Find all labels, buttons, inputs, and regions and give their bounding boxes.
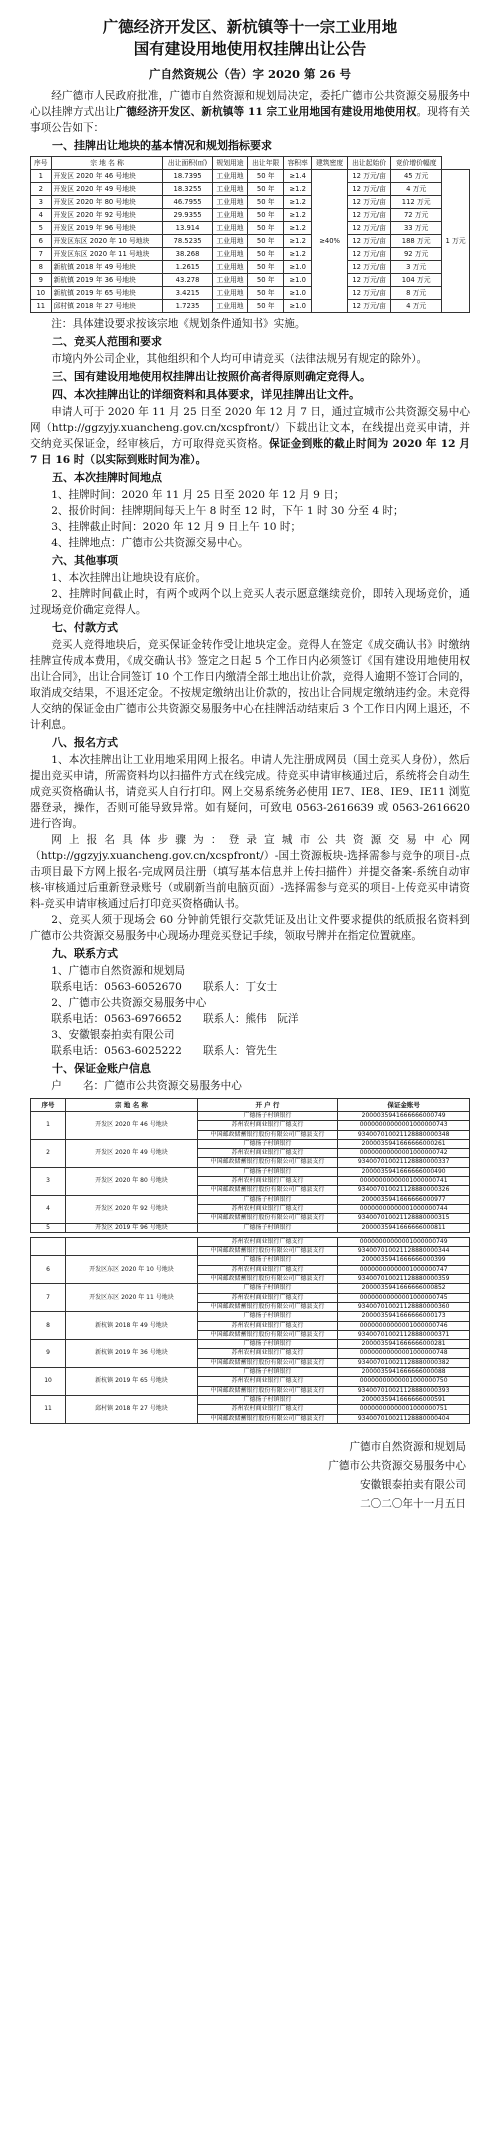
- document-number: 广自然资规公（告）字 2020 第 26 号: [148, 67, 352, 81]
- table-cell: 4 万元: [391, 183, 442, 196]
- table-cell: 苏州农村商业银行广德支行: [197, 1377, 337, 1386]
- table-cell: 2000035941666666000749: [338, 1112, 470, 1121]
- table-row: [31, 1395, 470, 1404]
- table-cell: 934007010021128880000371: [338, 1330, 470, 1339]
- table-cell: 工业用地: [212, 287, 248, 300]
- table-cell: 4: [31, 209, 52, 222]
- table-note: 注：具体建设要求按该宗地《规划条件通知书》实施。: [51, 318, 306, 330]
- table-cell: ≥1.2: [284, 222, 312, 235]
- table-cell: 工业用地: [212, 222, 248, 235]
- section-1-heading: 一、挂牌出让地块的基本情况和规划指标要求: [52, 139, 272, 152]
- deposit-account-table-continued: [30, 1237, 470, 1424]
- table-cell: 50 年: [248, 170, 284, 183]
- table-cell: 广德扬子村镇银行: [197, 1368, 337, 1377]
- col-header: 宗 地 名 称: [51, 157, 163, 170]
- section-5-heading: 五、本次挂牌时间地点: [52, 471, 162, 484]
- table-cell: 104 万元: [391, 274, 442, 287]
- table-cell: 开发区 2020 年 46 号地块: [51, 170, 163, 183]
- table-cell: 00000000000001000000750: [338, 1377, 470, 1386]
- table-cell: 00000000000001000000749: [338, 1237, 470, 1246]
- table-row: [31, 274, 470, 287]
- section-10-heading: 十、保证金账户信息: [52, 1062, 151, 1075]
- table-cell: 2000035941666666000852: [338, 1284, 470, 1293]
- col-header: 序号: [31, 1099, 66, 1112]
- table-cell: 11: [31, 300, 52, 313]
- table-cell: 中国邮政储蓄银行股份有限公司广德县支行: [197, 1158, 337, 1167]
- col-header: 宗 地 名 称: [66, 1099, 198, 1112]
- table-cell: 50 年: [248, 183, 284, 196]
- table-header-row: [31, 157, 470, 170]
- table-cell: 工业用地: [212, 300, 248, 313]
- table-cell: 00000000000001000000746: [338, 1321, 470, 1330]
- table-cell: 2000035941666666000811: [338, 1223, 470, 1232]
- col-header: 竞价增价幅度: [391, 157, 442, 170]
- table-cell: 9: [31, 1340, 66, 1368]
- section-9-heading: 九、联系方式: [52, 947, 118, 960]
- table-cell: 邱村镇 2018 年 27 号地块: [66, 1395, 198, 1423]
- table-cell: 广德扬子村镇银行: [197, 1112, 337, 1121]
- table-cell: 工业用地: [212, 274, 248, 287]
- table-row: [31, 261, 470, 274]
- table-cell: 2000035941666666000281: [338, 1340, 470, 1349]
- table-cell: 00000000000001000000748: [338, 1349, 470, 1358]
- col-header: 出让面积(㎡): [163, 157, 212, 170]
- table-cell: 开发区东区 2020 年 10 号地块: [66, 1256, 198, 1284]
- col-header: 建筑密度: [312, 157, 348, 170]
- table-cell: 2000035941666666000977: [338, 1195, 470, 1204]
- table-cell: 新杭镇 2018 年 49 号地块: [51, 261, 163, 274]
- table-cell: 934007010021128880000393: [338, 1386, 470, 1395]
- table-cell: ≥1.2: [284, 183, 312, 196]
- table-cell: 中国邮政储蓄银行股份有限公司广德县支行: [197, 1214, 337, 1223]
- table-cell: 新杭镇 2018 年 49 号地块: [66, 1312, 198, 1340]
- table-cell: 50 年: [248, 261, 284, 274]
- section-7-heading: 七、付款方式: [52, 621, 118, 634]
- table-cell: 934007010021128880000337: [338, 1158, 470, 1167]
- contact-org: 1、广德市自然资源和规划局: [51, 965, 186, 977]
- contact-org: 2、广德市公共资源交易服务中心: [51, 997, 207, 1009]
- parcel-info-table: [30, 156, 470, 313]
- table-cell: 72 万元: [391, 209, 442, 222]
- table-cell: 3: [31, 196, 52, 209]
- table-row: [31, 1340, 470, 1349]
- schedule-item: 1、挂牌时间：2020 年 11 月 25 日至 2020 年 12 月 9 日；: [51, 489, 345, 501]
- table-row: [31, 235, 470, 248]
- table-cell: 2000035941666666000399: [338, 1256, 470, 1265]
- table-row: [31, 1368, 470, 1377]
- table-cell: 苏州农村商业银行广德支行: [197, 1265, 337, 1274]
- table-cell: 开发区东区 2020 年 11 号地块: [51, 248, 163, 261]
- table-cell: 2000035941666666000173: [338, 1312, 470, 1321]
- table-cell: 50 年: [248, 300, 284, 313]
- contact-tel: 联系电话：0563-6052670 联系人：丁女士: [51, 981, 278, 993]
- table-cell: 50 年: [248, 209, 284, 222]
- table-cell: ≥1.0: [284, 274, 312, 287]
- table-cell: 苏州农村商业银行广德支行: [197, 1321, 337, 1330]
- table-row: [31, 1195, 470, 1204]
- table-cell: 12 万元/亩: [347, 235, 390, 248]
- table-cell: 开发区东区 2020 年 11 号地块: [66, 1284, 198, 1312]
- table-cell: 934007010021128880000326: [338, 1186, 470, 1195]
- table-cell: 中国邮政储蓄银行股份有限公司广德县支行: [197, 1186, 337, 1195]
- table-cell: 工业用地: [212, 196, 248, 209]
- schedule-item: 3、挂牌截止时间：2020 年 12 月 9 日上午 10 时；: [51, 521, 302, 533]
- table-cell: ≥40%: [312, 170, 348, 313]
- col-header: 规划用途: [212, 157, 248, 170]
- table-cell: 934007010021128880000344: [338, 1247, 470, 1256]
- table-row: [31, 183, 470, 196]
- table-cell: 1.7235: [163, 300, 212, 313]
- table-cell: 00000000000001000000747: [338, 1265, 470, 1274]
- table-cell: ≥1.2: [284, 248, 312, 261]
- table-cell: 中国邮政储蓄银行股份有限公司广德县支行: [197, 1247, 337, 1256]
- other-item: 1、本次挂牌出让地块设有底价。: [51, 572, 207, 584]
- table-row: [31, 1112, 470, 1121]
- section-3-heading: 三、国有建设用地使用权挂牌出让按照价高者得原则确定竞得人。: [52, 370, 371, 383]
- table-cell: 2: [31, 1139, 66, 1167]
- table-row: [31, 1139, 470, 1148]
- section-6-heading: 六、其他事项: [52, 554, 118, 567]
- table-cell: ≥1.4: [284, 170, 312, 183]
- table-cell: 12 万元/亩: [347, 183, 390, 196]
- table-cell: [31, 1237, 66, 1256]
- table-cell: 00000000000001000000745: [338, 1293, 470, 1302]
- table-cell: 43.278: [163, 274, 212, 287]
- table-cell: 934007010021128880000404: [338, 1414, 470, 1423]
- table-cell: 工业用地: [212, 261, 248, 274]
- table-cell: 开发区 2020 年 92 号地块: [66, 1195, 198, 1223]
- table-cell: 11: [31, 1395, 66, 1423]
- table-cell: ≥1.0: [284, 287, 312, 300]
- table-row: [31, 209, 470, 222]
- table-cell: 开发区 2019 年 96 号地块: [66, 1223, 198, 1232]
- table-cell: 12 万元/亩: [347, 274, 390, 287]
- table-cell: ≥1.2: [284, 196, 312, 209]
- section-8-heading: 八、报名方式: [52, 736, 118, 749]
- table-cell: 50 年: [248, 222, 284, 235]
- table-cell: ≥1.0: [284, 261, 312, 274]
- table-cell: 开发区 2020 年 80 号地块: [51, 196, 163, 209]
- schedule-item: 4、挂牌地点：广德市公共资源交易中心。: [51, 537, 249, 549]
- table-cell: 广德扬子村镇银行: [197, 1195, 337, 1204]
- signature-date: 二〇二〇年十一月五日: [360, 1497, 466, 1510]
- section-4-text: 申请人可于 2020 年 11 月 25 日至 2020 年 12 月 7 日，通过宣城市公共资源交易中心网（http://ggzyjy.xuancheng.gov.cn/xcspfront/）下载出让文本，在线提出竞买申请，并交纳竞买保证金，经审核后，方可取得竞买资格。保证金到账的截止时间为 2020 年 12 月 7 日 16 时（以实际到账时间为准）。: [30, 406, 471, 466]
- table-cell: 工业用地: [212, 183, 248, 196]
- schedule-item: 2、报价时间：挂牌期间每天上午 8 时至 12 时，下午 1 时 30 分至 4 时；: [51, 505, 404, 517]
- table-cell: 广德扬子村镇银行: [197, 1395, 337, 1404]
- table-cell: 工业用地: [212, 248, 248, 261]
- table-cell: 新杭镇 2019 年 36 号地块: [66, 1340, 198, 1368]
- table-cell: 934007010021128880000359: [338, 1275, 470, 1284]
- table-cell: 3 万元: [391, 261, 442, 274]
- registration-text: 1、本次挂牌出让工业用地采用网上报名。申请人先注册成网员（国土竞买人身份），然后提出竞买申请，所需资料均以扫描件方式在线完成。待竞买申请审核通过后，系统将会自动生成竞买资格确认书，请竞买人自行打印。网上交易系统务必使用 IE7、IE8、IE9、IE11 浏览器登录，操作，否则可能导致异常。如有疑问，可致电 0563-2616639 或 0563-2616620 进行咨询。: [30, 754, 470, 830]
- table-cell: 934007010021128880000348: [338, 1130, 470, 1139]
- contact-tel: 联系电话：0563-6025222 联系人：管先生: [51, 1045, 278, 1057]
- table-cell: 00000000000001000000751: [338, 1405, 470, 1414]
- table-cell: 10: [31, 1368, 66, 1396]
- table-cell: 工业用地: [212, 235, 248, 248]
- table-cell: 8 万元: [391, 287, 442, 300]
- table-cell: 开发区 2020 年 49 号地块: [66, 1139, 198, 1167]
- table-cell: 00000000000001000000741: [338, 1177, 470, 1186]
- table-cell: 10: [31, 287, 52, 300]
- table-cell: 50 年: [248, 196, 284, 209]
- table-cell: 78.5235: [163, 235, 212, 248]
- col-header: 开 户 行: [197, 1099, 337, 1112]
- table-cell: 12 万元/亩: [347, 261, 390, 274]
- table-cell: 广德扬子村镇银行: [197, 1284, 337, 1293]
- table-row: [31, 1223, 470, 1232]
- table-cell: 12 万元/亩: [347, 248, 390, 261]
- table-cell: 00000000000001000000742: [338, 1149, 470, 1158]
- table-cell: 5: [31, 1223, 66, 1232]
- table-cell: 50 年: [248, 274, 284, 287]
- table-cell: 934007010021128880000315: [338, 1214, 470, 1223]
- table-cell: 开发区 2019 年 96 号地块: [51, 222, 163, 235]
- table-cell: 6: [31, 1256, 66, 1284]
- table-row: [31, 287, 470, 300]
- table-cell: 13.914: [163, 222, 212, 235]
- signatory: 广德市自然资源和规划局: [349, 1440, 466, 1453]
- table-cell: 广德扬子村镇银行: [197, 1256, 337, 1265]
- table-cell: 112 万元: [391, 196, 442, 209]
- table-cell: 50 年: [248, 287, 284, 300]
- table-cell: 1 万元: [442, 170, 470, 313]
- section-2-heading: 二、竞买人范围和要求: [52, 335, 162, 348]
- table-cell: 苏州农村商业银行广德支行: [197, 1177, 337, 1186]
- table-cell: 8: [31, 1312, 66, 1340]
- table-row: [31, 222, 470, 235]
- table-cell: 29.9355: [163, 209, 212, 222]
- table-cell: 18.7395: [163, 170, 212, 183]
- section-2-text: 市境内外公司企业，其他组织和个人均可申请竞买（法律法规另有规定的除外）。: [51, 353, 428, 365]
- col-header: 保证金账号: [338, 1099, 470, 1112]
- table-cell: 开发区 2020 年 92 号地块: [51, 209, 163, 222]
- table-cell: 7: [31, 248, 52, 261]
- intro-paragraph: 经广德市人民政府批准，广德市自然资源和规划局决定，委托广德市公共资源交易服务中心以挂牌方式出让广德经济开发区、新杭镇等 11 宗工业用地国有建设用地使用权。现将有关事项公告如下：: [30, 90, 471, 134]
- table-cell: 188 万元: [391, 235, 442, 248]
- table-cell: 新杭镇 2019 年 65 号地块: [51, 287, 163, 300]
- table-cell: 2000035941666666000088: [338, 1368, 470, 1377]
- table-cell: 邱村镇 2018 年 27 号地块: [51, 300, 163, 313]
- table-row: [31, 1167, 470, 1176]
- payment-text: 竞买人竞得地块后，竞买保证金转作受让地块定金。竞得人在签定《成交确认书》时缴纳挂牌宣传成本费用，《成交确认书》签定之日起 5 个工作日内必须签订《国有建设用地使用权出让合同》，出让合同签订 10 个工作日内缴清全部土地出让价款，竞得人逾期不签订合同的，取消成交结果，不退还定金。不按规定缴纳出让价款的，按出让合同规定缴纳违约金。未竞得人交纳的保证金由广德市公共资源交易服务中心在挂牌活动结束后 3 个工作日内网上退还，不计利息。: [30, 639, 470, 731]
- table-cell: 工业用地: [212, 170, 248, 183]
- col-header: 序号: [31, 157, 52, 170]
- table-cell: 45 万元: [391, 170, 442, 183]
- table-cell: 4: [31, 1195, 66, 1223]
- table-cell: 2: [31, 183, 52, 196]
- table-cell: 5: [31, 222, 52, 235]
- table-cell: 50 年: [248, 248, 284, 261]
- table-cell: 00000000000001000000743: [338, 1121, 470, 1130]
- table-cell: 8: [31, 261, 52, 274]
- table-cell: 中国邮政储蓄银行股份有限公司广德县支行: [197, 1414, 337, 1423]
- table-cell: 46.7955: [163, 196, 212, 209]
- table-cell: 苏州农村商业银行广德支行: [197, 1121, 337, 1130]
- table-cell: 苏州农村商业银行广德支行: [197, 1405, 337, 1414]
- table-cell: 新杭镇 2019 年 65 号地块: [66, 1368, 198, 1396]
- table-cell: ≥1.2: [284, 209, 312, 222]
- table-row: [31, 1284, 470, 1293]
- table-cell: [66, 1237, 198, 1256]
- table-cell: ≥1.2: [284, 235, 312, 248]
- table-row: [31, 196, 470, 209]
- col-header: 容积率: [284, 157, 312, 170]
- table-cell: 广德扬子村镇银行: [197, 1139, 337, 1148]
- table-cell: 苏州农村商业银行广德支行: [197, 1237, 337, 1246]
- table-cell: 苏州农村商业银行广德支行: [197, 1349, 337, 1358]
- table-cell: 1.2615: [163, 261, 212, 274]
- table-cell: 2000035941666666000591: [338, 1395, 470, 1404]
- table-cell: 广德扬子村镇银行: [197, 1167, 337, 1176]
- table-cell: 12 万元/亩: [347, 287, 390, 300]
- table-cell: 工业用地: [212, 209, 248, 222]
- table-cell: 4 万元: [391, 300, 442, 313]
- table-cell: 934007010021128880000360: [338, 1302, 470, 1311]
- table-row: [31, 1256, 470, 1265]
- table-cell: 中国邮政储蓄银行股份有限公司广德县支行: [197, 1130, 337, 1139]
- table-cell: 18.3255: [163, 183, 212, 196]
- table-cell: 38.268: [163, 248, 212, 261]
- table-row: [31, 300, 470, 313]
- table-cell: 33 万元: [391, 222, 442, 235]
- other-item: 2、挂牌时间截止时，有两个或两个以上竞买人表示愿意继续竞价，即转入现场竞价，通过现场竞价确定竞得人。: [30, 588, 470, 616]
- table-cell: 中国邮政储蓄银行股份有限公司广德县支行: [197, 1358, 337, 1367]
- table-cell: 开发区 2020 年 80 号地块: [66, 1167, 198, 1195]
- table-header-row: [31, 1099, 470, 1112]
- table-cell: 00000000000001000000744: [338, 1204, 470, 1213]
- table-cell: 开发区 2020 年 49 号地块: [51, 183, 163, 196]
- table-cell: 12 万元/亩: [347, 209, 390, 222]
- table-cell: 12 万元/亩: [347, 222, 390, 235]
- table-cell: 3.4215: [163, 287, 212, 300]
- table-cell: 新杭镇 2019 年 36 号地块: [51, 274, 163, 287]
- table-row: [31, 1237, 470, 1246]
- account-holder: 户 名：广德市公共资源交易服务中心: [51, 1080, 242, 1092]
- table-cell: 9: [31, 274, 52, 287]
- table-cell: 12 万元/亩: [347, 300, 390, 313]
- table-cell: 开发区 2020 年 46 号地块: [66, 1112, 198, 1140]
- table-row: [31, 248, 470, 261]
- table-cell: 12 万元/亩: [347, 196, 390, 209]
- signatory: 安徽银泰拍卖有限公司: [360, 1478, 466, 1491]
- registration-steps: 网上报名具体步骤为：登录宣城市公共资源交易中心网（http://ggzyjy.xuancheng.gov.cn/xcspfront/）-国土资源板块-选择需参与竞争的项目-点击项目最下方网上报名-完成网员注册（填写基本信息并上传扫描件）并提交备案-系统自动审核-审核通过后重新登录账号（或刷新当前电脑页面）-选择需参与竞买的项目-上传竞买申请资料-竞买申请审核通过后打印竞买资格确认书。: [30, 834, 470, 910]
- table-cell: 92 万元: [391, 248, 442, 261]
- table-cell: 中国邮政储蓄银行股份有限公司广德县支行: [197, 1275, 337, 1284]
- table-cell: 2000035941666666000261: [338, 1139, 470, 1148]
- table-cell: 12 万元/亩: [347, 170, 390, 183]
- deposit-account-table: [30, 1098, 470, 1233]
- table-cell: 广德扬子村镇银行: [197, 1340, 337, 1349]
- table-row: [31, 170, 470, 183]
- table-cell: 广德扬子村镇银行: [197, 1223, 337, 1232]
- col-header: 出让起始价: [347, 157, 390, 170]
- table-cell: 934007010021128880000382: [338, 1358, 470, 1367]
- table-cell: 中国邮政储蓄银行股份有限公司广德县支行: [197, 1386, 337, 1395]
- table-cell: 中国邮政储蓄银行股份有限公司广德县支行: [197, 1302, 337, 1311]
- signatory: 广德市公共资源交易服务中心: [328, 1459, 466, 1472]
- table-cell: 1: [31, 1112, 66, 1140]
- table-cell: 6: [31, 235, 52, 248]
- table-cell: 50 年: [248, 235, 284, 248]
- table-cell: 3: [31, 1167, 66, 1195]
- table-cell: 中国邮政储蓄银行股份有限公司广德县支行: [197, 1330, 337, 1339]
- col-header: 出让年限: [248, 157, 284, 170]
- table-cell: 7: [31, 1284, 66, 1312]
- table-cell: 广德扬子村镇银行: [197, 1312, 337, 1321]
- table-cell: 苏州农村商业银行广德支行: [197, 1293, 337, 1302]
- contact-org: 3、安徽银泰拍卖有限公司: [51, 1029, 175, 1041]
- section-4-heading: 四、本次挂牌出让的详细资料和具体要求，详见挂牌出让文件。: [52, 388, 360, 401]
- table-cell: 苏州农村商业银行广德支行: [197, 1204, 337, 1213]
- page-title: 广德经济开发区、新杭镇等十一宗工业用地 国有建设用地使用权挂牌出让公告: [102, 18, 398, 58]
- table-cell: 开发区东区 2020 年 10 号地块: [51, 235, 163, 248]
- table-cell: ≥1.0: [284, 300, 312, 313]
- contact-tel: 联系电话：0563-6976652 联系人：熊伟 阮洋: [51, 1013, 299, 1025]
- signature-block: [30, 1438, 470, 1514]
- table-cell: 苏州农村商业银行广德支行: [197, 1149, 337, 1158]
- table-cell: 2000035941666666000490: [338, 1167, 470, 1176]
- table-cell: 1: [31, 170, 52, 183]
- table-row: [31, 1312, 470, 1321]
- onsite-registration: 2、竞买人须于现场会 60 分钟前凭银行交款凭证及出让文件要求提供的纸质报名资料到广德市公共资源交易服务中心现场办理竞买登记手续，领取号牌并在指定位置就座。: [30, 914, 470, 942]
